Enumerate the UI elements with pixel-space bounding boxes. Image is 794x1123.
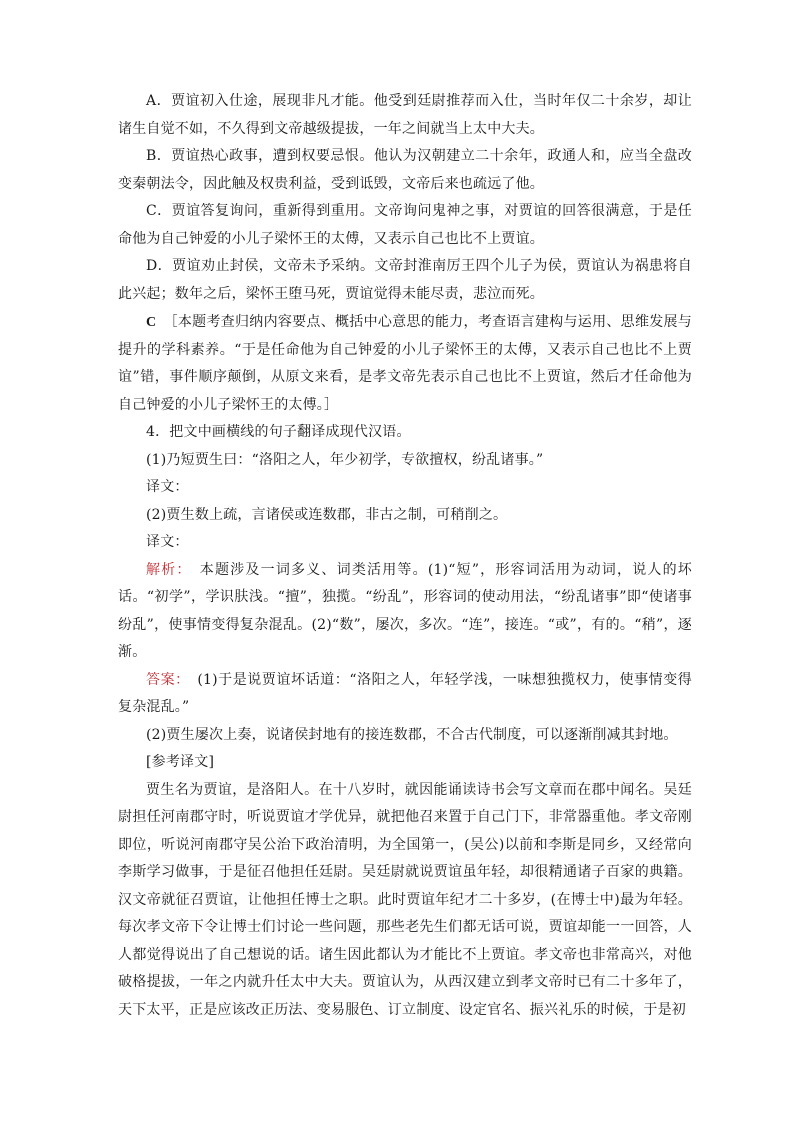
- answer-3-explanation: ［本题考查归纳内容要点、概括中心意思的能力，考查语言建构与运用、思维发展与提升的学科素养。“于是任命他为自己钟爱的小儿子梁怀王的太傅，又表示自己也比不上贾谊”错，事件顺序颠倒，从原文来看，是孝文帝先表示自己也比不上贾谊，然后才任命他为自己钟爱的小儿子梁怀王的太傅。］: [118, 314, 692, 413]
- translation-label-1: 译文：: [146, 479, 189, 495]
- option-b: B．贾谊热心政事，遭到权要忌恨。他认为汉朝建立二十余年，政通人和，应当全盘改变秦朝法令，因此触及权贵利益，受到诋毁，文帝后来也疏远了他。: [118, 148, 692, 192]
- option-a: A．贾谊初入仕途，展现非凡才能。他受到廷尉推荐而入仕，当时年仅二十余岁，却让诸生自觉不如，不久得到文帝越级提拔，一年之间就当上太中大夫。: [118, 93, 692, 137]
- analysis-paragraph: [118, 557, 692, 667]
- question-4-sentence-2: (2)贾生数上疏，言诸侯或连数郡，非古之制，可稍削之。: [146, 506, 508, 523]
- answer-4-part-1: (1)于是说贾谊坏话道：“洛阳之人，年轻学浅，一味想独揽权力，使事情变得复杂混乱。”: [118, 671, 693, 715]
- answer-3-letter: C: [146, 315, 157, 330]
- reference-translation: 贾生名为贾谊，是洛阳人。在十八岁时，就因能诵读诗书会写文章而在郡中闻名。吴廷尉担任河南郡守时，听说贾谊才学优异，就把他召来置于自己门下，非常器重他。孝文帝刚即位，听说河南郡守吴公治下政治清明，为全国第一，(吴公)以前和李斯是同乡，又经常向李斯学习做事，于是征召他担任廷尉。吴廷尉就说贾谊虽年轻，却很精通诸子百家的典籍。汉文帝就征召贾谊，让他担任博士之职。此时贾谊年纪才二十多岁，(在博士中)最为年轻。每次孝文帝下令让博士们讨论一些问题，那些老先生们都无话可说，贾谊却能一一回答，人人都觉得说出了自己想说的话。诸生因此都认为才能比不上贾谊。孝文帝也非常高兴，对他破格提拔，一年之内就升任太中大夫。贾谊认为，从西汉建立到孝文帝时已有二十多年了，天下太平，正是应该改正历法、变易服色、订立制度、设定官名、振兴礼乐的时候，于是初: [118, 781, 692, 1018]
- answer-4-label: 答案：: [146, 671, 183, 688]
- answer-4-part-2: (2)贾生屡次上奏，说诸侯封地有的接连数郡，不合古代制度，可以逐渐削减其封地。: [146, 726, 678, 743]
- translation-label-2: 译文：: [146, 534, 189, 550]
- question-4-stem: 4．把文中画横线的句子翻译成现代汉语。: [146, 424, 411, 440]
- document-body: [118, 88, 692, 1024]
- answer-3-paragraph: [118, 309, 692, 419]
- option-d: D．贾谊劝止封侯，文帝未予采纳。文帝封淮南厉王四个儿子为侯，贾谊认为祸患将自此兴起；数年之后，梁怀王堕马死，贾谊觉得未能尽责，悲泣而死。: [118, 258, 692, 302]
- reference-heading: [参考译文]: [146, 754, 215, 770]
- answer-4-paragraph: [118, 667, 692, 722]
- question-4-sentence-1: (1)乃短贾生曰：“洛阳之人，年少初学，专欲擅权，纷乱诸事。”: [146, 451, 544, 468]
- analysis-text: 本题涉及一词多义、词类活用等。(1)“短”，形容词活用为动词，说人的坏话。“初学”，学识肤浅。“擅”，独揽。“纷乱”，形容词的使动用法，“纷乱诸事”即“使诸事纷乱”，使事情变得复杂混乱。(2)“数”，屡次，多次。“连”，接连。“或”，有的。“稍”，逐渐。: [118, 561, 692, 660]
- analysis-label: 解析：: [146, 561, 185, 578]
- option-c: C．贾谊答复询问，重新得到重用。文帝询问鬼神之事，对贾谊的回答很满意，于是任命他为自己钟爱的小儿子梁怀王的太傅，又表示自己也比不上贾谊。: [118, 203, 692, 247]
